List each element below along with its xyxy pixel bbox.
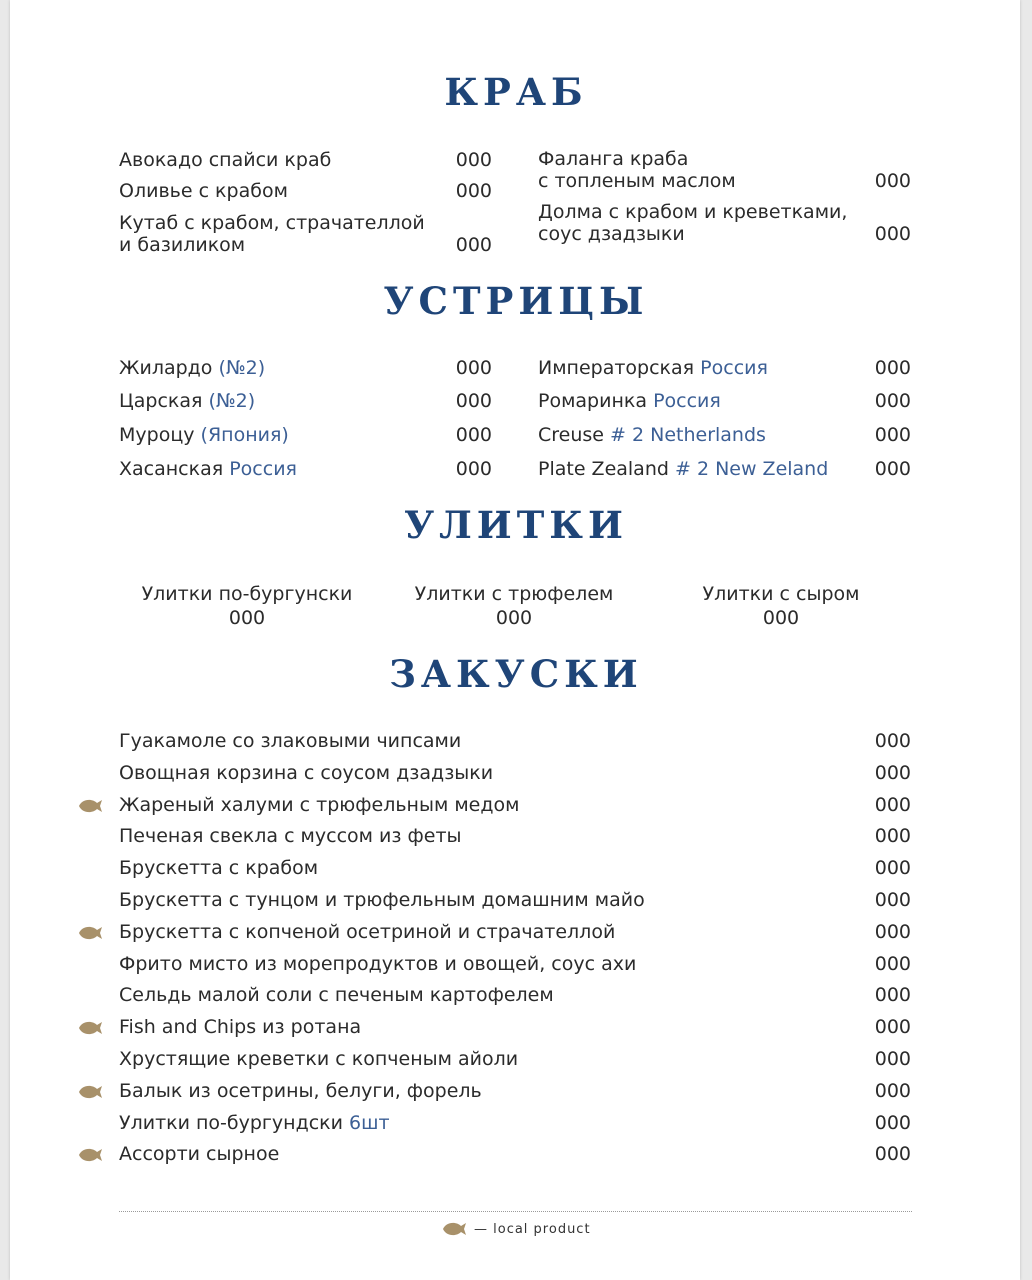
menu-item-name <box>119 390 255 412</box>
fish-icon <box>77 1019 103 1037</box>
menu-item-name <box>119 1112 390 1134</box>
menu-item-name <box>119 794 519 816</box>
menu-item-name <box>119 730 461 752</box>
menu-item-price: 000 <box>455 458 492 480</box>
menu-item-name <box>119 424 289 446</box>
item-label: Хасанская <box>119 458 224 480</box>
menu-item-name: Авокадо спайси краб <box>119 149 332 171</box>
item-label: Балык из осетрины, белуги, форель <box>119 1080 482 1102</box>
item-origin: Россия <box>229 458 297 480</box>
item-label: Муроцу <box>119 424 195 446</box>
item-origin: # 2 New Zeland <box>674 458 829 480</box>
menu-item-name: Фаланга краба <box>538 148 689 170</box>
item-label: Овощная корзина с соусом дзадзыки <box>119 762 494 784</box>
item-label: Императорская <box>538 357 695 379</box>
menu-item-name <box>119 889 645 911</box>
menu-item-name <box>119 857 318 879</box>
snail-item-name: Улитки с трюфелем <box>414 583 614 605</box>
menu-item-price: 000 <box>874 1143 911 1165</box>
item-label: Брускетта с копченой осетриной и страчателлой <box>119 921 616 943</box>
snail-item <box>651 582 911 630</box>
item-origin: Россия <box>700 357 768 379</box>
menu-item-name <box>538 390 721 412</box>
item-label: Сельдь малой соли с печеным картофелем <box>119 984 554 1006</box>
menu-item-price: 000 <box>874 762 911 784</box>
menu-item-price: 000 <box>455 357 492 379</box>
menu-item-name-cont: соус дзадзыки <box>538 223 685 245</box>
menu-item-name <box>119 825 462 847</box>
item-origin: Россия <box>653 390 721 412</box>
menu-item-price: 000 <box>874 984 911 1006</box>
snail-item-name: Улитки по-бургунски <box>141 583 353 605</box>
item-note: 6шт <box>349 1112 390 1134</box>
item-label: Жилардо <box>119 357 213 379</box>
menu-item-price: 000 <box>874 223 911 245</box>
section-title-oysters: УСТРИЦЫ <box>383 279 649 323</box>
menu-item-price: 000 <box>874 730 911 752</box>
menu-item-name <box>119 357 265 379</box>
menu-item-price: 000 <box>874 794 911 816</box>
menu-item-price: 000 <box>874 825 911 847</box>
item-label: Царская <box>119 390 203 412</box>
fish-icon <box>441 1220 467 1238</box>
snail-item-price: 000 <box>762 607 800 629</box>
menu-item-name: Кутаб с крабом, страчателлой <box>119 212 425 234</box>
menu-item-name <box>119 1016 361 1038</box>
menu-item-name-cont: с топленым маслом <box>538 170 736 192</box>
menu-item-name <box>119 762 493 784</box>
menu-item-price: 000 <box>874 458 911 480</box>
item-label: Фрито мисто из морепродуктов и овощей, соус ахи <box>119 953 637 975</box>
menu-item-name <box>538 458 828 480</box>
item-label: Брускетта с крабом <box>119 857 319 879</box>
menu-item-price: 000 <box>874 424 911 446</box>
menu-item-name <box>119 921 615 943</box>
menu-item-price: 000 <box>455 234 492 256</box>
fish-icon <box>77 797 103 815</box>
menu-item-name: Долма с крабом и креветками, <box>538 201 848 223</box>
footer-divider <box>119 1211 912 1212</box>
item-label: Печеная свекла с муссом из феты <box>119 825 462 847</box>
item-label: Ромаринка <box>538 390 648 412</box>
menu-item-price: 000 <box>455 180 492 202</box>
item-label: Creuse <box>538 424 604 446</box>
item-origin: (№2) <box>218 357 266 379</box>
menu-item-price: 000 <box>455 424 492 446</box>
menu-item-price: 000 <box>874 390 911 412</box>
menu-item-price: 000 <box>455 149 492 171</box>
menu-item-price: 000 <box>874 357 911 379</box>
menu-item-name <box>119 1080 482 1102</box>
menu-item-price: 000 <box>874 857 911 879</box>
menu-item-price: 000 <box>874 1112 911 1134</box>
legend-text: — local product <box>474 1222 591 1237</box>
menu-item-name <box>119 984 554 1006</box>
menu-item-name <box>119 1048 518 1070</box>
snail-item-price: 000 <box>228 607 266 629</box>
section-title-starters: ЗАКУСКИ <box>389 652 643 696</box>
menu-item-price: 000 <box>874 170 911 192</box>
item-label: Ассорти сырное <box>119 1143 280 1165</box>
menu-item-price: 000 <box>455 390 492 412</box>
fish-icon <box>77 924 103 942</box>
menu-item-name-cont: и базиликом <box>119 234 246 256</box>
snail-item <box>384 582 644 630</box>
item-label: Брускетта с тунцом и трюфельным домашним майо <box>119 889 645 911</box>
menu-item-name <box>538 357 768 379</box>
item-label: Хрустящие креветки с копченым айоли <box>119 1048 519 1070</box>
menu-item-price: 000 <box>874 1016 911 1038</box>
section-title-crab: КРАБ <box>444 70 588 114</box>
fish-icon <box>77 1083 103 1101</box>
snail-item-price: 000 <box>495 607 533 629</box>
item-origin: (Япония) <box>200 424 289 446</box>
menu-item-price: 000 <box>874 1048 911 1070</box>
item-label: Гуакамоле со злаковыми чипсами <box>119 730 462 752</box>
snail-item <box>117 582 377 630</box>
item-label: Fish and Chips из ротана <box>119 1016 362 1038</box>
snail-item-name: Улитки с сыром <box>702 583 860 605</box>
item-label: Улитки по-бургундски <box>119 1112 343 1134</box>
menu-item-price: 000 <box>874 921 911 943</box>
item-label: Plate Zealand <box>538 458 669 480</box>
item-label: Жареный халуми с трюфельным медом <box>119 794 520 816</box>
fish-icon <box>77 1146 103 1164</box>
menu-item-name <box>538 424 766 446</box>
menu-item-name: Оливье с крабом <box>119 180 288 202</box>
menu-item-name <box>119 1143 279 1165</box>
menu-item-price: 000 <box>874 889 911 911</box>
item-origin: # 2 Netherlands <box>610 424 766 446</box>
menu-item-price: 000 <box>874 1080 911 1102</box>
menu-item-price: 000 <box>874 953 911 975</box>
menu-item-name <box>119 953 636 975</box>
menu-item-name <box>119 458 297 480</box>
item-origin: (№2) <box>208 390 256 412</box>
section-title-snails: УЛИТКИ <box>404 503 628 547</box>
